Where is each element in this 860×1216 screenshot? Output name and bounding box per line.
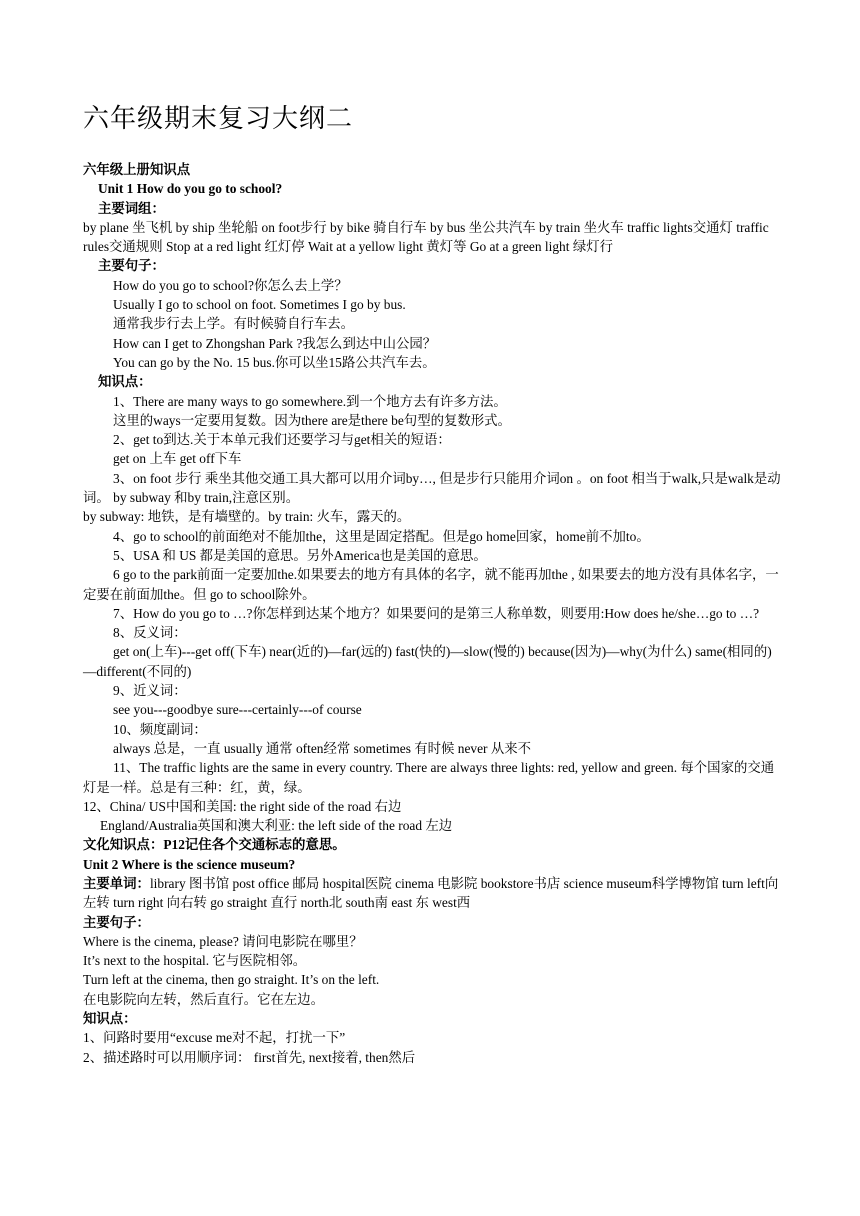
point: 1、There are many ways to go somewhere.到一个地方去有许多方法。 [113,393,507,409]
point: 11、The traffic lights are the same in every country. There are always three lights: red, yellow and green. 每个国家的交通灯是一样。总是有三种：红，黄，绿。 [83,760,775,795]
point: 这里的ways一定要用复数。因为there are是there be句型的复数形式。 [113,412,511,428]
sentence: Turn left at the cinema, then go straight. It’s on the left. [83,972,380,988]
point: England/Australia英国和澳大利亚: the left side of the road 左边 [100,818,453,834]
sentence: How do you go to school?你怎么去上学？ [113,277,348,293]
point: see you---goodbye sure---certainly---of course [113,702,362,718]
subheading: 主要词组： [98,200,165,216]
paragraph: by plane 坐飞机 by ship 坐轮船 on foot步行 by bike 骑自行车 by bus 坐公共汽车 by train 坐火车 traffic lights交通灯 traffic rules交通规则 Stop at a red light 红灯停 Wait at a yellow light 黄灯等 Go at a green light 绿灯行 [83,219,769,255]
point: 10、频度副词： [113,721,207,737]
subheading: 主要句子： [98,258,165,274]
point: get on(上车)---get off(下车) near(近的)—far(远的) fast(快的)—slow(慢的) because(因为)—why(为什么) same(相同的)—different(不同的) [83,644,772,679]
point: get on 上车 get off下车 [113,451,242,467]
subheading: 主要单词： [83,875,150,891]
sentence: How can I get to Zhongshan Park ?我怎么到达中山公园？ [113,335,437,351]
point: by subway: 地铁，是有墙壁的。by train: 火车，露天的。 [83,509,411,525]
subheading: 知识点： [98,374,152,390]
sentence: Usually I go to school on foot. Sometimes I go by bus. [113,297,406,313]
point: 2、描述路时可以用顺序词： first首先, next接着, then然后 [83,1049,416,1065]
point: 4、go to school的前面绝对不能加the，这里是固定搭配。但是go home回家，home前不加to。 [113,528,650,544]
subheading: 主要句子： [83,914,150,930]
point: 8、反义词： [113,625,187,641]
unit-heading: Unit 1 How do you go to school? [98,181,283,197]
sentence: 通常我步行去上学。有时候骑自行车去。 [113,316,355,332]
unit-heading: Unit 2 Where is the science museum? [83,856,296,872]
sentence: 在电影院向左转，然后直行。它在左边。 [83,991,325,1007]
document-body [83,160,783,1067]
paragraph [83,874,783,913]
sentence: Where is the cinema, please? 请问电影院在哪里？ [83,933,363,949]
point: 2、get to到达.关于本单元我们还要学习与get相关的短语： [113,432,451,448]
point: 1、问路时要用“excuse me对不起，打扰一下” [83,1030,346,1046]
section-heading: 六年级上册知识点 [83,162,191,177]
point: 3、on foot 步行 乘坐其他交通工具大都可以用介词by…, 但是步行只能用介词on 。on foot 相当于walk,只是walk是动词。 by subway 和by train,注意区别。 [83,470,781,506]
point: 12、China/ US中国和美国: the right side of the road 右边 [83,798,402,814]
page-title: 六年级期末复习大纲二 [83,104,354,134]
point: always 总是，一直 usually 通常 often经常 sometimes 有时候 never 从来不 [113,740,532,756]
point: 5、USA 和 US 都是美国的意思。另外America也是美国的意思。 [113,547,487,563]
culture-note: 文化知识点：P12记住各个交通标志的意思。 [83,837,346,853]
subheading: 知识点： [83,1011,137,1027]
point: 7、How do you go to …?你怎样到达某个地方？如果要问的是第三人称单数，则要用:How does he/she…go to …? [113,605,760,621]
point: 6 go to the park前面一定要加the.如果要去的地方有具体的名字，就不能再加the , 如果要去的地方没有具体名字，一定要在前面加the。但 go to school除外。 [83,567,779,602]
point: 9、近义词： [113,683,187,699]
word-list: library 图书馆 post office 邮局 hospital医院 cinema 电影院 bookstore书店 science museum科学博物馆 turn left向左转 turn right 向右转 go straight 直行 north北 south南 east 东 west西 [83,875,779,911]
sentence: It’s next to the hospital. 它与医院相邻。 [83,953,307,969]
sentence: You can go by the No. 15 bus.你可以坐15路公共汽车去。 [113,354,436,370]
